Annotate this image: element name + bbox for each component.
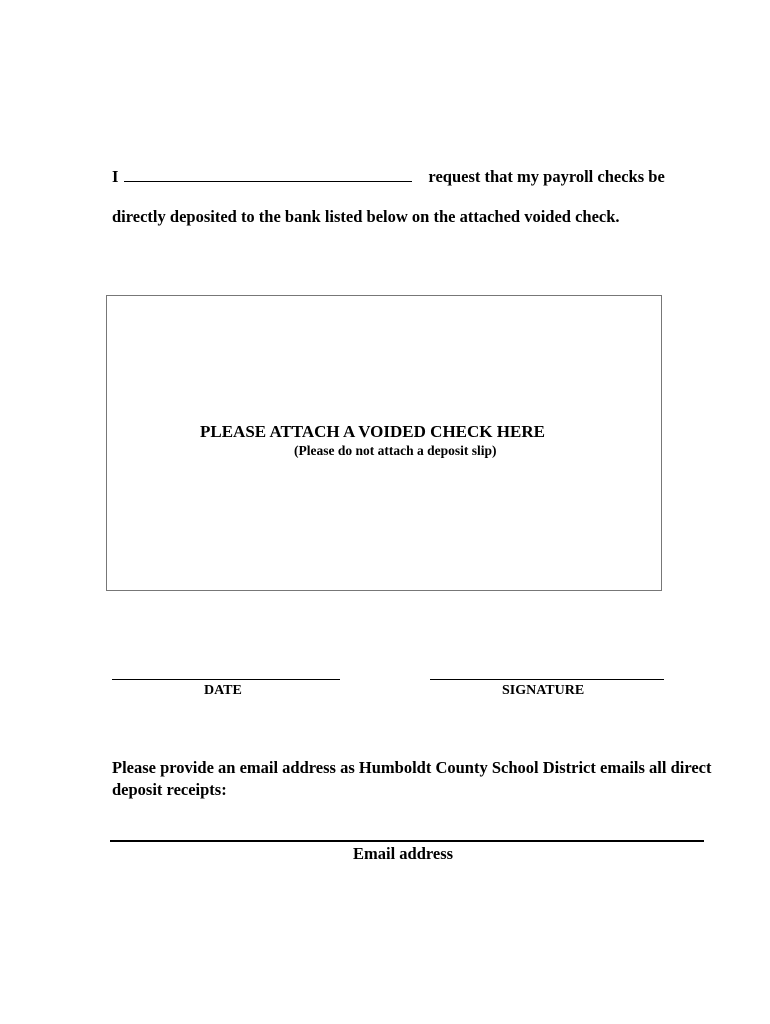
email-label: Email address	[353, 844, 454, 863]
employee-name-field[interactable]	[124, 166, 412, 182]
signature-field-line[interactable]	[430, 679, 664, 680]
date-label: DATE	[204, 683, 242, 698]
request-sentence-line2: directly deposited to the bank listed below on the attached voided check.	[112, 207, 620, 226]
request-prefix: I	[112, 167, 119, 186]
date-field-line[interactable]	[112, 679, 340, 680]
signature-label: SIGNATURE	[502, 683, 585, 698]
check-area-title: PLEASE ATTACH A VOIDED CHECK HERE	[200, 422, 545, 441]
request-sentence-line1	[112, 166, 665, 187]
email-field-line[interactable]	[110, 840, 704, 842]
request-suffix: request that my payroll checks be	[428, 167, 665, 186]
check-area-subtitle: (Please do not attach a deposit slip)	[294, 443, 497, 458]
email-instruction: Please provide an email address as Humboldt County School District emails all direct deposit receipts:	[112, 758, 712, 799]
